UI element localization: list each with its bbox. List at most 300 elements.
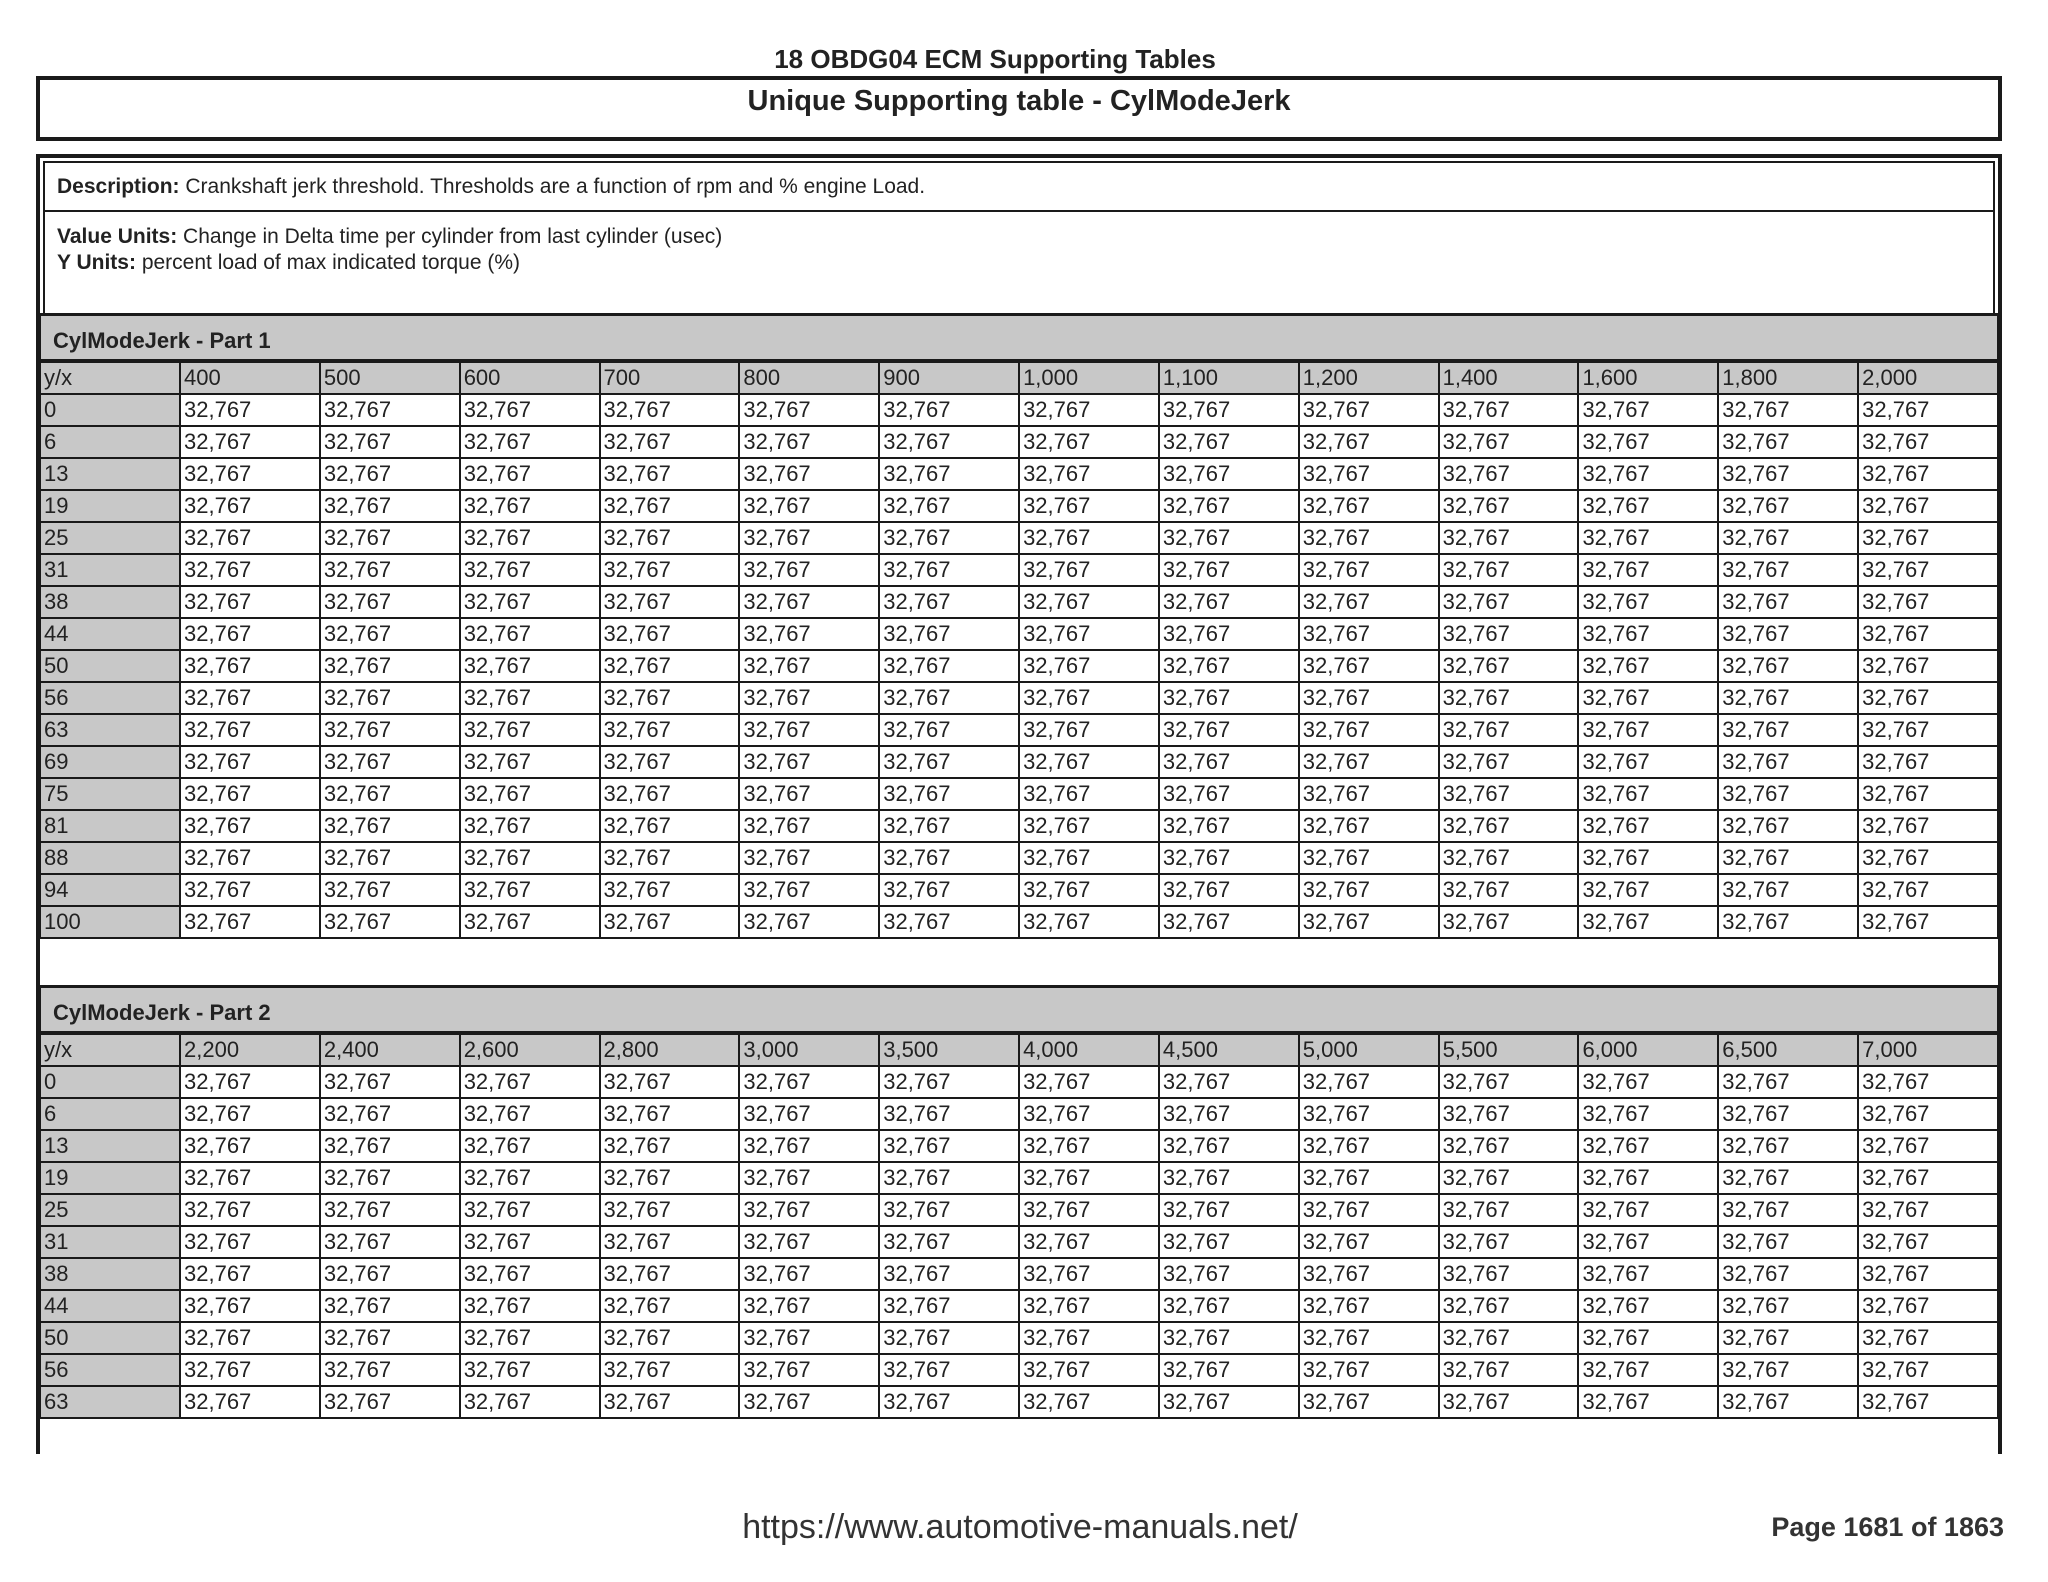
table-row (40, 906, 1998, 938)
column-header: 4,000 (1019, 1034, 1159, 1066)
table-cell: 32,767 (180, 394, 320, 426)
table-cell: 32,767 (460, 394, 600, 426)
table-cell: 32,767 (739, 714, 879, 746)
table-cell: 32,767 (1019, 1226, 1159, 1258)
column-header: 1,200 (1299, 362, 1439, 394)
table-cell: 32,767 (1858, 1226, 1998, 1258)
table-cell: 32,767 (600, 1162, 740, 1194)
y-units-label: Y Units: (57, 251, 136, 274)
table-cell: 32,767 (1159, 714, 1299, 746)
table-cell: 32,767 (879, 1194, 1019, 1226)
table-cell: 32,767 (1439, 746, 1579, 778)
row-header: 100 (40, 906, 180, 938)
table-cell: 32,767 (460, 810, 600, 842)
table-cell: 32,767 (1159, 1290, 1299, 1322)
table-cell: 32,767 (1159, 746, 1299, 778)
row-header: 56 (40, 682, 180, 714)
table-row (40, 810, 1998, 842)
table-cell: 32,767 (1019, 874, 1159, 906)
table-row (40, 1354, 1998, 1386)
table-cell: 32,767 (739, 1194, 879, 1226)
table-cell: 32,767 (1718, 394, 1858, 426)
column-header: 5,000 (1299, 1034, 1439, 1066)
table-cell: 32,767 (1299, 714, 1439, 746)
table-cell: 32,767 (1718, 1386, 1858, 1418)
table-cell: 32,767 (1858, 426, 1998, 458)
table-row (40, 522, 1998, 554)
table-cell: 32,767 (1439, 554, 1579, 586)
table-cell: 32,767 (739, 1226, 879, 1258)
table-cell: 32,767 (1858, 490, 1998, 522)
table-cell: 32,767 (1439, 1258, 1579, 1290)
table-cell: 32,767 (1578, 810, 1718, 842)
table-cell: 32,767 (1019, 906, 1159, 938)
table-cell: 32,767 (879, 714, 1019, 746)
corner-label: y/x (40, 362, 180, 394)
table-cell: 32,767 (320, 778, 460, 810)
table-cell: 32,767 (1439, 1290, 1579, 1322)
table-cell: 32,767 (600, 1354, 740, 1386)
table-cell: 32,767 (1858, 1322, 1998, 1354)
table-cell: 32,767 (180, 810, 320, 842)
table-cell: 32,767 (1019, 810, 1159, 842)
table-row (40, 1098, 1998, 1130)
footer-url: https://www.automotive-manuals.net/ (742, 1508, 1298, 1546)
table-cell: 32,767 (600, 522, 740, 554)
row-header: 6 (40, 1098, 180, 1130)
table-cell: 32,767 (879, 874, 1019, 906)
column-header: 5,500 (1439, 1034, 1579, 1066)
table-cell: 32,767 (1439, 842, 1579, 874)
table-cell: 32,767 (460, 1322, 600, 1354)
table-cell: 32,767 (1159, 490, 1299, 522)
table-cell: 32,767 (739, 554, 879, 586)
table-cell: 32,767 (739, 522, 879, 554)
table-cell: 32,767 (180, 1290, 320, 1322)
table-cell: 32,767 (320, 1354, 460, 1386)
table-cell: 32,767 (1578, 1226, 1718, 1258)
table-cell: 32,767 (460, 522, 600, 554)
column-header: 1,600 (1578, 362, 1718, 394)
table-row (40, 682, 1998, 714)
table-cell: 32,767 (879, 1130, 1019, 1162)
table-cell: 32,767 (879, 490, 1019, 522)
table-cell: 32,767 (1159, 874, 1299, 906)
table-cell: 32,767 (739, 842, 879, 874)
table-cell: 32,767 (460, 1258, 600, 1290)
table-cell: 32,767 (320, 1130, 460, 1162)
table-cell: 32,767 (1159, 618, 1299, 650)
table-cell: 32,767 (1439, 426, 1579, 458)
row-header: 25 (40, 522, 180, 554)
table-cell: 32,767 (1718, 714, 1858, 746)
table-cell: 32,767 (1718, 1194, 1858, 1226)
column-header: 600 (460, 362, 600, 394)
table-cell: 32,767 (739, 906, 879, 938)
table-cell: 32,767 (1019, 1130, 1159, 1162)
part2-header: CylModeJerk - Part 2 (39, 985, 1999, 1033)
table-cell: 32,767 (1159, 1322, 1299, 1354)
table-cell: 32,767 (1858, 586, 1998, 618)
table-cell: 32,767 (1858, 394, 1998, 426)
row-header: 38 (40, 586, 180, 618)
table-cell: 32,767 (1299, 778, 1439, 810)
table-cell: 32,767 (1718, 1258, 1858, 1290)
table-cell: 32,767 (600, 778, 740, 810)
table-cell: 32,767 (600, 746, 740, 778)
column-header: 900 (879, 362, 1019, 394)
table-row (40, 714, 1998, 746)
table-cell: 32,767 (460, 714, 600, 746)
table-cell: 32,767 (600, 842, 740, 874)
table-cell: 32,767 (1858, 1098, 1998, 1130)
column-header: 2,400 (320, 1034, 460, 1066)
table-cell: 32,767 (1019, 1258, 1159, 1290)
table-cell: 32,767 (600, 1098, 740, 1130)
table-cell: 32,767 (1299, 586, 1439, 618)
table-cell: 32,767 (320, 1290, 460, 1322)
table-cell: 32,767 (1858, 1258, 1998, 1290)
table-cell: 32,767 (320, 1386, 460, 1418)
table-cell: 32,767 (1019, 650, 1159, 682)
table-cell: 32,767 (1439, 906, 1579, 938)
y-units-text: percent load of max indicated torque (%) (141, 251, 521, 274)
value-units-line (57, 224, 1993, 250)
table-cell: 32,767 (1578, 1162, 1718, 1194)
table-cell: 32,767 (180, 586, 320, 618)
table-cell: 32,767 (879, 778, 1019, 810)
column-header: 700 (600, 362, 740, 394)
table-cell: 32,767 (739, 778, 879, 810)
table-cell: 32,767 (1858, 522, 1998, 554)
table-cell: 32,767 (1439, 1194, 1579, 1226)
table-row (40, 874, 1998, 906)
part1-table (39, 361, 1999, 939)
table-cell: 32,767 (1439, 1162, 1579, 1194)
table-cell: 32,767 (460, 618, 600, 650)
table-cell: 32,767 (600, 458, 740, 490)
row-header: 75 (40, 778, 180, 810)
table-cell: 32,767 (460, 778, 600, 810)
table-cell: 32,767 (1019, 586, 1159, 618)
table-cell: 32,767 (1159, 650, 1299, 682)
y-units-line (57, 250, 1993, 276)
table-cell: 32,767 (1019, 1354, 1159, 1386)
table-cell: 32,767 (739, 1258, 879, 1290)
table-cell: 32,767 (739, 1098, 879, 1130)
table-row (40, 842, 1998, 874)
table-cell: 32,767 (1858, 714, 1998, 746)
table-row (40, 1066, 1998, 1098)
table-cell: 32,767 (460, 746, 600, 778)
table-cell: 32,767 (1019, 682, 1159, 714)
row-header: 56 (40, 1354, 180, 1386)
table-cell: 32,767 (460, 682, 600, 714)
table-cell: 32,767 (1718, 778, 1858, 810)
table-cell: 32,767 (1858, 1130, 1998, 1162)
column-header: 2,000 (1858, 362, 1998, 394)
table-cell: 32,767 (180, 1258, 320, 1290)
row-header: 94 (40, 874, 180, 906)
table-row (40, 778, 1998, 810)
table-cell: 32,767 (180, 906, 320, 938)
table-cell: 32,767 (739, 650, 879, 682)
table-cell: 32,767 (1578, 1258, 1718, 1290)
table-cell: 32,767 (600, 1194, 740, 1226)
table-cell: 32,767 (1299, 1194, 1439, 1226)
table-cell: 32,767 (320, 1226, 460, 1258)
table-cell: 32,767 (1439, 618, 1579, 650)
table-cell: 32,767 (1439, 650, 1579, 682)
table-row (40, 586, 1998, 618)
column-header: 2,200 (180, 1034, 320, 1066)
table-cell: 32,767 (460, 1226, 600, 1258)
table-cell: 32,767 (180, 1322, 320, 1354)
table-cell: 32,767 (320, 490, 460, 522)
row-header: 13 (40, 458, 180, 490)
table-cell: 32,767 (180, 1194, 320, 1226)
table-cell: 32,767 (1019, 426, 1159, 458)
table-row (40, 554, 1998, 586)
table-cell: 32,767 (739, 1066, 879, 1098)
table-cell: 32,767 (879, 554, 1019, 586)
table-cell: 32,767 (1578, 618, 1718, 650)
table-row (40, 1194, 1998, 1226)
table-cell: 32,767 (879, 1162, 1019, 1194)
table-cell: 32,767 (180, 554, 320, 586)
table-cell: 32,767 (320, 1322, 460, 1354)
table-cell: 32,767 (1439, 682, 1579, 714)
table-cell: 32,767 (1159, 906, 1299, 938)
table-cell: 32,767 (879, 1290, 1019, 1322)
row-header: 50 (40, 1322, 180, 1354)
row-header: 31 (40, 554, 180, 586)
table-row (40, 458, 1998, 490)
row-header: 6 (40, 426, 180, 458)
table-cell: 32,767 (1439, 810, 1579, 842)
table-cell: 32,767 (1019, 1162, 1159, 1194)
column-header: 6,500 (1718, 1034, 1858, 1066)
table-cell: 32,767 (600, 906, 740, 938)
table-cell: 32,767 (1299, 682, 1439, 714)
table-cell: 32,767 (1159, 810, 1299, 842)
table-cell: 32,767 (460, 1194, 600, 1226)
table-row (40, 650, 1998, 682)
table-cell: 32,767 (1299, 906, 1439, 938)
row-header: 13 (40, 1130, 180, 1162)
table-cell: 32,767 (1159, 1098, 1299, 1130)
table-cell: 32,767 (739, 586, 879, 618)
table-cell: 32,767 (1578, 1386, 1718, 1418)
table-cell: 32,767 (1718, 1130, 1858, 1162)
table-cell: 32,767 (1578, 874, 1718, 906)
table-cell: 32,767 (600, 1258, 740, 1290)
table-cell: 32,767 (879, 586, 1019, 618)
table-cell: 32,767 (600, 490, 740, 522)
table-cell: 32,767 (320, 1258, 460, 1290)
table-cell: 32,767 (600, 426, 740, 458)
table-cell: 32,767 (1159, 1386, 1299, 1418)
table-cell: 32,767 (1578, 554, 1718, 586)
table-cell: 32,767 (1159, 1130, 1299, 1162)
table-cell: 32,767 (1159, 842, 1299, 874)
value-units-text: Change in Delta time per cylinder from last cylinder (usec) (183, 225, 723, 248)
table-cell: 32,767 (879, 650, 1019, 682)
table-row (40, 746, 1998, 778)
table-cell: 32,767 (1718, 810, 1858, 842)
table-cell: 32,767 (879, 1322, 1019, 1354)
column-header-row (40, 1034, 1998, 1066)
table-cell: 32,767 (1439, 1354, 1579, 1386)
table-cell: 32,767 (1578, 426, 1718, 458)
table-cell: 32,767 (1019, 522, 1159, 554)
table-cell: 32,767 (600, 1066, 740, 1098)
table-cell: 32,767 (1299, 650, 1439, 682)
table-cell: 32,767 (180, 874, 320, 906)
table-cell: 32,767 (1159, 1162, 1299, 1194)
table-row (40, 1290, 1998, 1322)
table-cell: 32,767 (460, 554, 600, 586)
table-cell: 32,767 (1019, 778, 1159, 810)
table-cell: 32,767 (739, 458, 879, 490)
row-header: 88 (40, 842, 180, 874)
row-header: 50 (40, 650, 180, 682)
table-cell: 32,767 (1858, 874, 1998, 906)
table-cell: 32,767 (460, 1066, 600, 1098)
table-cell: 32,767 (1718, 1354, 1858, 1386)
table-cell: 32,767 (320, 842, 460, 874)
table-cell: 32,767 (1578, 490, 1718, 522)
table-cell: 32,767 (1159, 1258, 1299, 1290)
table-cell: 32,767 (600, 554, 740, 586)
row-header: 44 (40, 618, 180, 650)
table-cell: 32,767 (1578, 1066, 1718, 1098)
table-cell: 32,767 (320, 458, 460, 490)
table-cell: 32,767 (1578, 778, 1718, 810)
table-cell: 32,767 (180, 842, 320, 874)
column-header: 400 (180, 362, 320, 394)
table-cell: 32,767 (460, 1130, 600, 1162)
table-cell: 32,767 (460, 458, 600, 490)
table-cell: 32,767 (320, 426, 460, 458)
table-cell: 32,767 (1718, 1290, 1858, 1322)
table-cell: 32,767 (1858, 1290, 1998, 1322)
table-cell: 32,767 (1578, 394, 1718, 426)
table-cell: 32,767 (879, 522, 1019, 554)
table-cell: 32,767 (1439, 1130, 1579, 1162)
column-header-row (40, 362, 1998, 394)
table-cell: 32,767 (180, 682, 320, 714)
description-label: Description: (57, 175, 180, 198)
table-cell: 32,767 (320, 874, 460, 906)
table-cell: 32,767 (1439, 1066, 1579, 1098)
table-cell: 32,767 (1858, 458, 1998, 490)
table-cell: 32,767 (1299, 810, 1439, 842)
table-cell: 32,767 (600, 682, 740, 714)
table-cell: 32,767 (1019, 618, 1159, 650)
table-cell: 32,767 (879, 906, 1019, 938)
table-cell: 32,767 (1019, 458, 1159, 490)
table-row (40, 1322, 1998, 1354)
table-cell: 32,767 (1718, 618, 1858, 650)
table-title: Unique Supporting table - CylModeJerk (36, 76, 2002, 141)
table-cell: 32,767 (739, 1162, 879, 1194)
table-cell: 32,767 (1019, 1290, 1159, 1322)
table-cell: 32,767 (739, 810, 879, 842)
table-row (40, 1130, 1998, 1162)
table-cell: 32,767 (1159, 458, 1299, 490)
table-cell: 32,767 (1019, 1194, 1159, 1226)
table-row (40, 426, 1998, 458)
table-cell: 32,767 (1159, 586, 1299, 618)
table-cell: 32,767 (1578, 1194, 1718, 1226)
table-cell: 32,767 (1718, 586, 1858, 618)
column-header: 2,600 (460, 1034, 600, 1066)
table-cell: 32,767 (1858, 682, 1998, 714)
table-cell: 32,767 (1159, 426, 1299, 458)
table-cell: 32,767 (1578, 682, 1718, 714)
table-cell: 32,767 (180, 1386, 320, 1418)
table-cell: 32,767 (320, 906, 460, 938)
table-cell: 32,767 (1439, 458, 1579, 490)
table-cell: 32,767 (879, 618, 1019, 650)
table-cell: 32,767 (1858, 1354, 1998, 1386)
table-cell: 32,767 (1439, 522, 1579, 554)
table-cell: 32,767 (320, 1162, 460, 1194)
table-cell: 32,767 (1159, 522, 1299, 554)
table-cell: 32,767 (1858, 778, 1998, 810)
table-cell: 32,767 (1299, 1386, 1439, 1418)
table-cell: 32,767 (1299, 1098, 1439, 1130)
table-cell: 32,767 (180, 618, 320, 650)
table-cell: 32,767 (1578, 1354, 1718, 1386)
table-cell: 32,767 (1858, 650, 1998, 682)
table-cell: 32,767 (1578, 842, 1718, 874)
row-header: 81 (40, 810, 180, 842)
table-cell: 32,767 (460, 906, 600, 938)
table-cell: 32,767 (1299, 1258, 1439, 1290)
table-cell: 32,767 (320, 650, 460, 682)
table-cell: 32,767 (1858, 746, 1998, 778)
table-cell: 32,767 (1019, 714, 1159, 746)
table-row (40, 394, 1998, 426)
table-cell: 32,767 (879, 426, 1019, 458)
table-cell: 32,767 (1439, 394, 1579, 426)
table-cell: 32,767 (600, 618, 740, 650)
table-cell: 32,767 (879, 1066, 1019, 1098)
table-cell: 32,767 (1858, 906, 1998, 938)
table-cell: 32,767 (1299, 458, 1439, 490)
table-cell: 32,767 (1299, 1162, 1439, 1194)
table-cell: 32,767 (600, 1226, 740, 1258)
table-cell: 32,767 (1019, 746, 1159, 778)
table-cell: 32,767 (600, 1322, 740, 1354)
table-cell: 32,767 (1718, 842, 1858, 874)
row-header: 19 (40, 1162, 180, 1194)
table-cell: 32,767 (1858, 1386, 1998, 1418)
table-cell: 32,767 (180, 1226, 320, 1258)
table-cell: 32,767 (1718, 650, 1858, 682)
table-cell: 32,767 (1578, 586, 1718, 618)
table-cell: 32,767 (1578, 458, 1718, 490)
table-cell: 32,767 (600, 586, 740, 618)
table-cell: 32,767 (1439, 1322, 1579, 1354)
table-cell: 32,767 (320, 682, 460, 714)
table-cell: 32,767 (739, 394, 879, 426)
table-cell: 32,767 (1858, 618, 1998, 650)
row-header: 0 (40, 394, 180, 426)
document-title: 18 OBDG04 ECM Supporting Tables (774, 44, 1216, 74)
